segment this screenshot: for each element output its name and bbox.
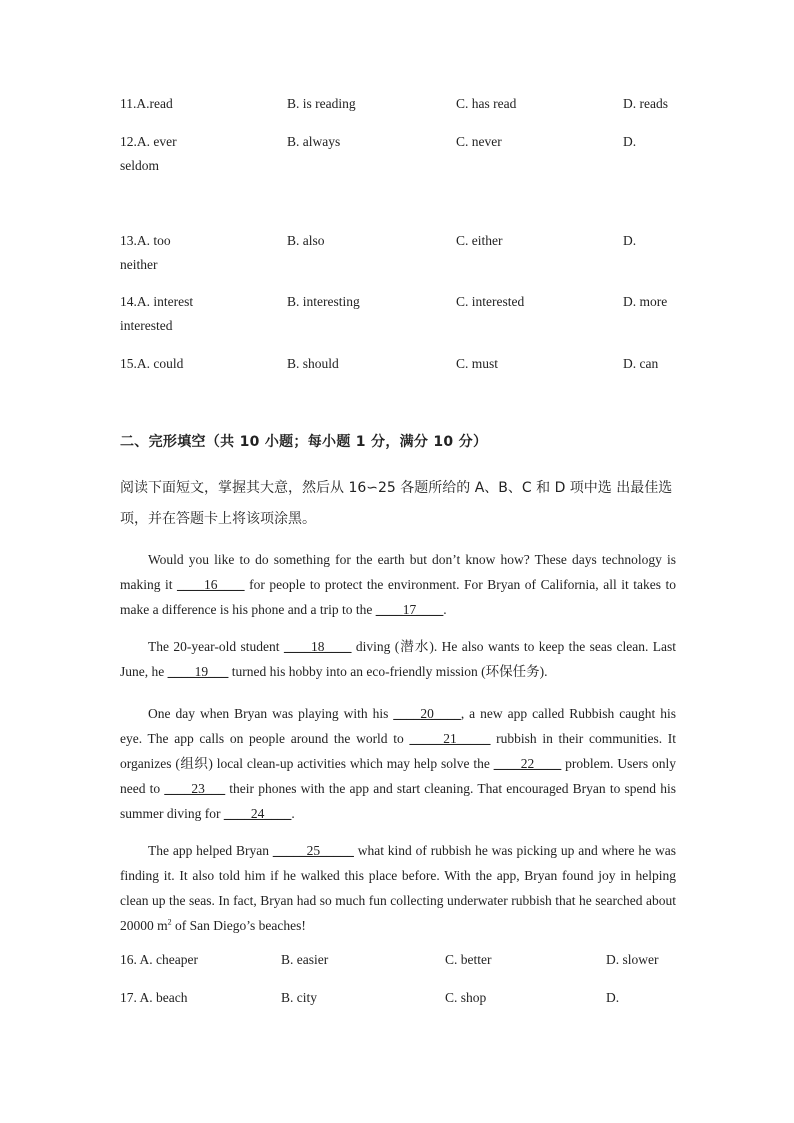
passage-text: what kind of rubbish he was picking up and where he was finding it. It also told him if he walked this place before. With the app, Bryan found joy in helping clean up the seas. In fact, Bryan had so much fun collecting underwater rubbish that he searched about 20000 m [120,843,676,933]
option-c: C. either [456,233,503,248]
superscript: 2 [167,917,172,927]
section-title: 二、完形填空（共 10 小题；每小题 1 分，满分 10 分） [120,434,488,450]
option-a: 13.A. too [120,233,171,248]
option-a: 11.A.read [120,96,173,111]
option-c: C. better [445,952,492,967]
blank-20: ____20____ [393,706,461,721]
option-c: C. interested [456,294,525,309]
option-d: D. [606,990,620,1005]
blank-25: _____25_____ [272,843,354,858]
passage-text: One day when Bryan was playing with his [148,706,394,721]
option-c: C. shop [445,990,487,1005]
passage-paragraph-4 [120,838,676,938]
passage-text: turned his hobby into an eco-friendly mission (环保任务). [228,664,548,679]
blank-22: ____22____ [493,756,562,771]
option-a: 14.A. interest [120,294,194,309]
option-b: B. is reading [287,96,356,111]
instructions-line-2: 项，并在答题卡上将该项涂黑。 [120,511,316,527]
blank-16: ____16____ [177,577,245,592]
option-a: 12.A. ever [120,134,177,149]
passage-text: The 20-year-old student [148,639,284,654]
option-b: B. also [287,233,325,248]
option-c: C. never [456,134,502,149]
passage-text: their phones with the app and start cleaning. That encouraged Bryan to spend his summer diving for [120,781,676,821]
option-d: D. [623,134,637,149]
blank-23: ____23___ [164,781,226,796]
passage-paragraph-3 [120,701,676,826]
option-d-continued: neither [120,257,158,272]
option-d: D. more [623,294,668,309]
passage-text: . [291,806,295,821]
passage-text: for people to protect the environment. For Bryan of California, all it takes to make a difference is his phone and a trip to the [120,577,676,617]
option-a: 16. A. cheaper [120,952,198,967]
passage-paragraph-2 [120,634,676,684]
instructions-line-1: 阅读下面短文，掌握其大意，然后从 16∽25 各题所给的 A、B、C 和 D 项中选 出最佳选 [120,480,673,496]
option-d: D. [623,233,637,248]
passage-text: of San Diego’s beaches! [171,918,306,933]
passage-text: Would you like to do something for the earth but don’t know how? These days technology is making it [120,552,676,592]
option-d-continued: interested [120,318,173,333]
blank-21: _____21_____ [409,731,491,746]
passage-text: problem. Users only need to [120,756,676,796]
option-c: C. must [456,356,499,371]
option-b: B. interesting [287,294,360,309]
passage-text: . [443,602,447,617]
option-b: B. easier [281,952,329,967]
blank-24: ____24____ [223,806,292,821]
option-b: B. should [287,356,339,371]
passage-paragraph-1 [120,547,676,622]
option-d: D. slower [606,952,659,967]
option-d-continued: seldom [120,158,159,173]
blank-17: ____17____ [375,602,444,617]
blank-19: ____19___ [167,664,229,679]
instructions [120,473,680,535]
option-d: D. can [623,356,659,371]
blank-18: ____18____ [283,639,352,654]
option-b: B. city [281,990,317,1005]
passage-text: diving (潜水). He also wants to keep the seas clean. Last June, he [120,639,677,679]
option-a: 15.A. could [120,356,184,371]
option-b: B. always [287,134,341,149]
option-d: D. reads [623,96,668,111]
passage-text: , a new app called Rubbish caught his eye. The app calls on people around the world to [120,706,676,746]
passage-text: rubbish in their communities. It organizes (组织) local clean-up activities which may help solve the [120,731,677,771]
option-c: C. has read [456,96,517,111]
passage-text: The app helped Bryan [148,843,273,858]
option-a: 17. A. beach [120,990,188,1005]
